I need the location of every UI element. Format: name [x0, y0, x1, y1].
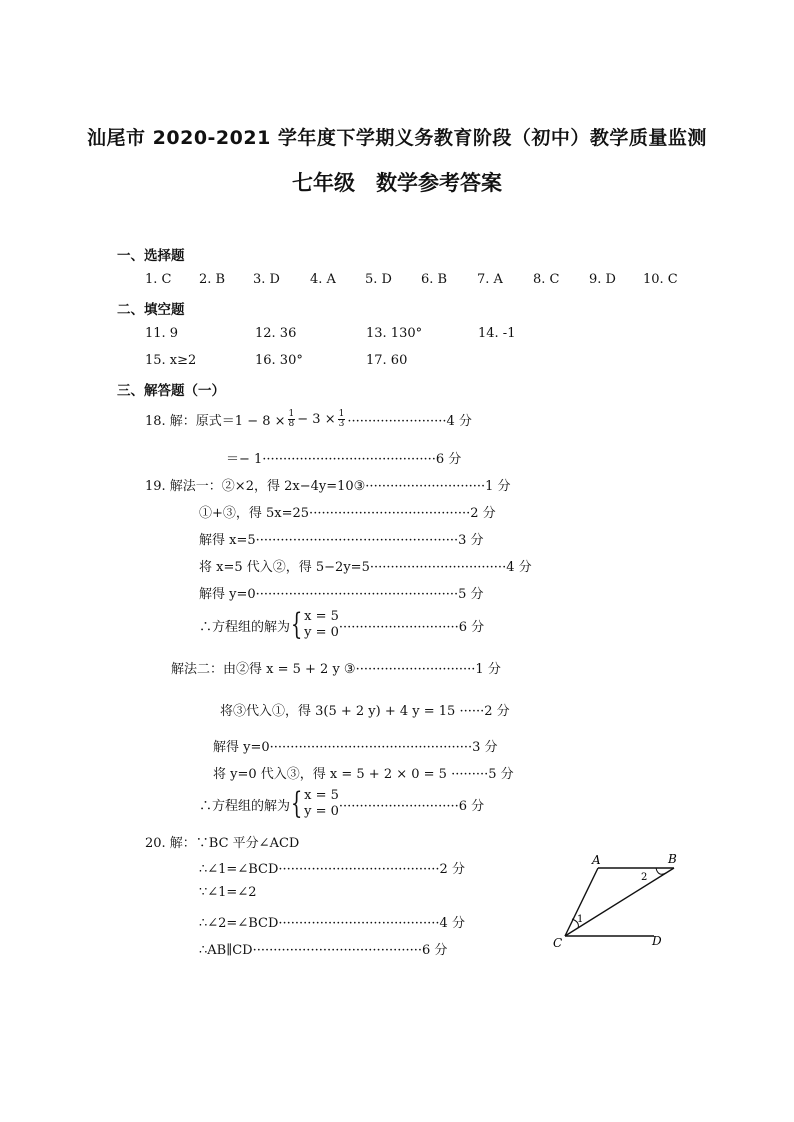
q19-line-7: 解法二：由②得 x = 5 + 2 y ③·····························1 分 [171, 662, 501, 677]
q20-line-5: ∴AB∥CD·········································6 分 [199, 943, 448, 958]
q19-system-1 [199, 609, 484, 641]
q18-middle: − 3 × [297, 412, 336, 427]
q18-fraction-1-den: 8 [288, 419, 295, 429]
q18-dots-score: ························4 分 [347, 414, 472, 429]
section-heading-solutions: 三、解答题（一） [117, 383, 225, 399]
geometry-figure [548, 850, 678, 952]
q18-line-1 [145, 410, 472, 429]
q19-line-9: 解得 y=0·················································3 分 [213, 740, 498, 755]
q19-system-2-dots: ·····························6 分 [338, 798, 485, 814]
equation-system [290, 788, 339, 820]
q19-line-8: 将③代入①，得 3(5 + 2 y) + 4 y = 15 ······2 分 [220, 704, 510, 719]
q19-line-3: 解得 x=5·················································3 分 [199, 533, 484, 548]
q19-line-1: 19. 解法一：②×2，得 2x−4y=10③·····························1 分 [145, 479, 511, 494]
document-title: 汕尾市 2020-2021 学年度下学期义务教育阶段（初中）教学质量监测 [87, 127, 707, 149]
q20-line-3: ∵∠1=∠2 [199, 885, 257, 900]
answer-item: 15. x≥2 [145, 353, 197, 368]
label-d: D [652, 934, 662, 948]
q19-system-2 [199, 788, 484, 820]
label-a: A [592, 853, 601, 867]
q18-fraction-1 [288, 410, 296, 429]
q19-system-1-prefix: ∴方程组的解为 [199, 619, 291, 635]
answer-item: 16. 30° [255, 353, 303, 368]
section-heading-multiple-choice: 一、选择题 [117, 248, 185, 264]
answer-item: 4. A [310, 272, 336, 287]
q19-system-2-prefix: ∴方程组的解为 [199, 798, 291, 814]
label-angle-1: 1 [577, 914, 584, 925]
q20-line-4: ∴∠2=∠BCD·······································4 分 [199, 916, 465, 931]
q19-line-4: 将 x=5 代入②，得 5−2y=5·································4 分 [199, 560, 532, 575]
q19-system-1-dots: ·····························6 分 [338, 619, 485, 635]
system-rows [304, 609, 339, 641]
system-row: x = 5 [304, 788, 339, 803]
q20-line-1: 20. 解：∵BC 平分∠ACD [145, 836, 300, 851]
answer-item: 6. B [421, 272, 448, 287]
system-row: y = 0 [304, 804, 339, 819]
q19-line-10: 将 y=0 代入③，得 x = 5 + 2 × 0 = 5 ·········5 分 [213, 767, 514, 782]
answer-item: 8. C [533, 272, 560, 287]
left-brace-icon: { [290, 607, 303, 642]
angle-2-arc [656, 868, 666, 874]
q20-line-2: ∴∠1=∠BCD·······································2 分 [199, 862, 465, 877]
q18-fraction-1-num: 1 [288, 409, 295, 419]
equation-system [290, 609, 339, 641]
answer-item: 7. A [477, 272, 503, 287]
answer-item: 2. B [199, 272, 226, 287]
label-angle-2: 2 [641, 872, 648, 883]
system-row: x = 5 [304, 609, 339, 624]
answer-item: 10. C [643, 272, 678, 287]
q19-line-5: 解得 y=0·················································5 分 [199, 587, 484, 602]
q18-fraction-2-num: 1 [338, 409, 345, 419]
answer-item: 14. -1 [478, 326, 516, 341]
label-c: C [553, 936, 563, 950]
q18-prefix: 18. 解：原式＝1 − 8 × [145, 414, 286, 429]
answer-item: 1. C [145, 272, 172, 287]
system-rows [304, 788, 339, 820]
q18-fraction-2 [338, 410, 346, 429]
answer-item: 17. 60 [366, 353, 408, 368]
answer-item: 9. D [589, 272, 616, 287]
answer-item: 11. 9 [145, 326, 179, 341]
q19-line-2: ①+③，得 5x=25·······································2 分 [199, 506, 496, 521]
label-b: B [668, 852, 677, 866]
section-heading-fill-in: 二、填空题 [117, 302, 185, 318]
answer-item: 12. 36 [255, 326, 297, 341]
document-subtitle: 七年级 数学参考答案 [292, 171, 502, 195]
answer-item: 5. D [365, 272, 392, 287]
answer-item: 3. D [253, 272, 280, 287]
q18-fraction-2-den: 3 [338, 419, 345, 429]
answer-item: 13. 130° [366, 326, 423, 341]
system-row: y = 0 [304, 625, 339, 640]
q18-line-2: ＝− 1··········································6 分 [226, 452, 462, 467]
left-brace-icon: { [290, 786, 303, 821]
